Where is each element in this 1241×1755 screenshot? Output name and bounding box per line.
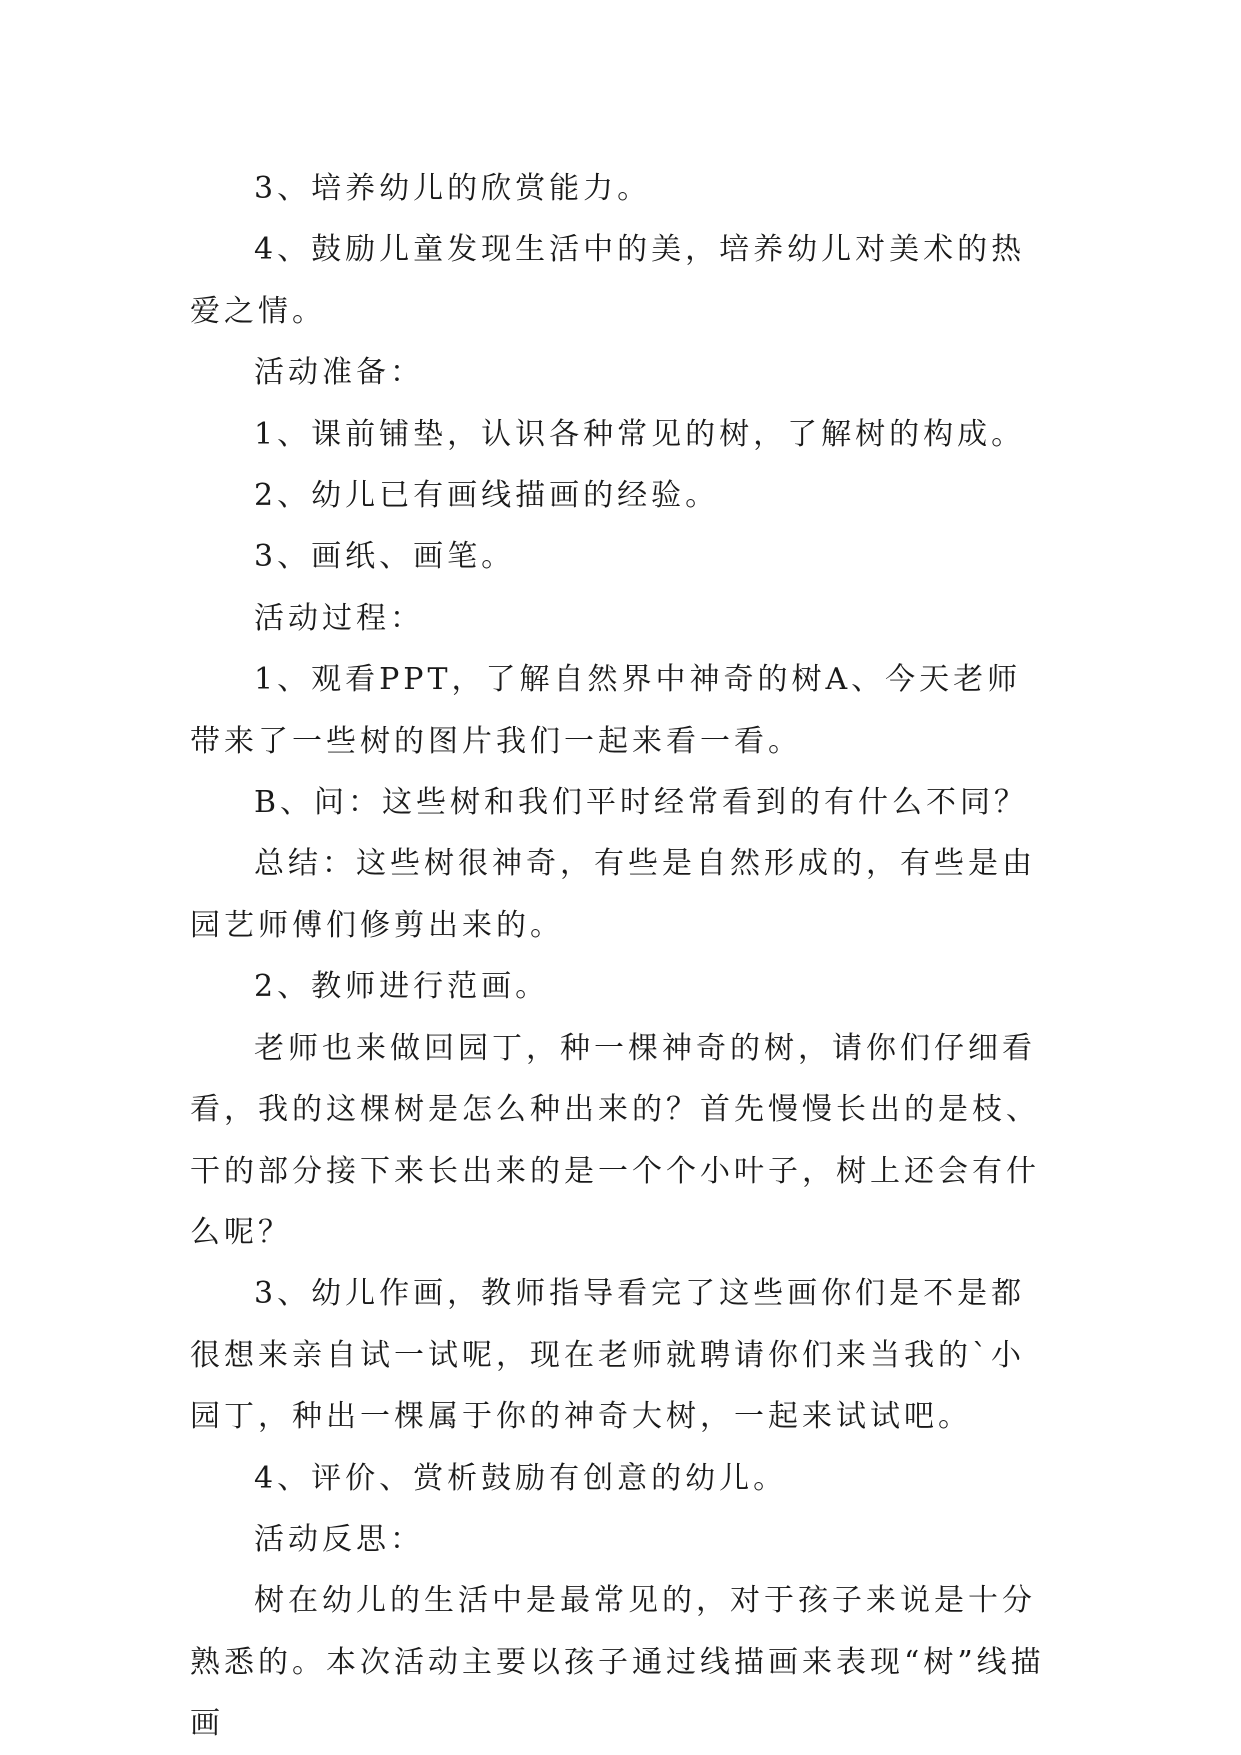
paragraph: 总结：这些树很神奇，有些是自然形成的，有些是由园艺师傅们修剪出来的。: [190, 846, 1036, 943]
paragraph: 2、教师进行范画。: [254, 969, 550, 1005]
paragraph: 4、评价、赏析鼓励有创意的幼儿。: [254, 1460, 788, 1496]
paragraph: 树在幼儿的生活中是最常见的，对于孩子来说是十分熟悉的。本次活动主要以孩子通过线描画来表现“树”线描画: [190, 1583, 1045, 1742]
paragraph: 3、画纸、画笔。: [254, 539, 516, 575]
paragraph: B、问：这些树和我们平时经常看到的有什么不同？: [254, 785, 1029, 821]
paragraph: 活动反思：: [254, 1521, 424, 1557]
paragraph: 2、幼儿已有画线描画的经验。: [254, 478, 720, 514]
paragraph: 老师也来做回园丁，种一棵神奇的树，请你们仔细看看，我的这棵树是怎么种出来的？首先慢慢长出的是枝、干的部分接下来长出来的是一个个小叶子，树上还会有什么呢？: [190, 1030, 1040, 1250]
paragraph: 活动过程：: [254, 600, 424, 636]
paragraph: 3、培养幼儿的欣赏能力。: [254, 171, 652, 206]
document-body: [190, 158, 1054, 1755]
paragraph: 1、课前铺垫，认识各种常见的树，了解树的构成。: [254, 416, 1026, 452]
paragraph: 4、鼓励儿童发现生活中的美，培养幼儿对美术的热爱之情。: [190, 232, 1026, 329]
paragraph: 1、观看PPT，了解自然界中神奇的树A、今天老师带来了一些树的图片我们一起来看一看。: [190, 662, 1022, 759]
paragraph: 3、幼儿作画，教师指导看完了这些画你们是不是都很想来亲自试一试呢，现在老师就聘请你们来当我的`小园丁，种出一棵属于你的神奇大树，一起来试试吧。: [190, 1276, 1026, 1435]
paragraph: 活动准备：: [254, 355, 424, 391]
